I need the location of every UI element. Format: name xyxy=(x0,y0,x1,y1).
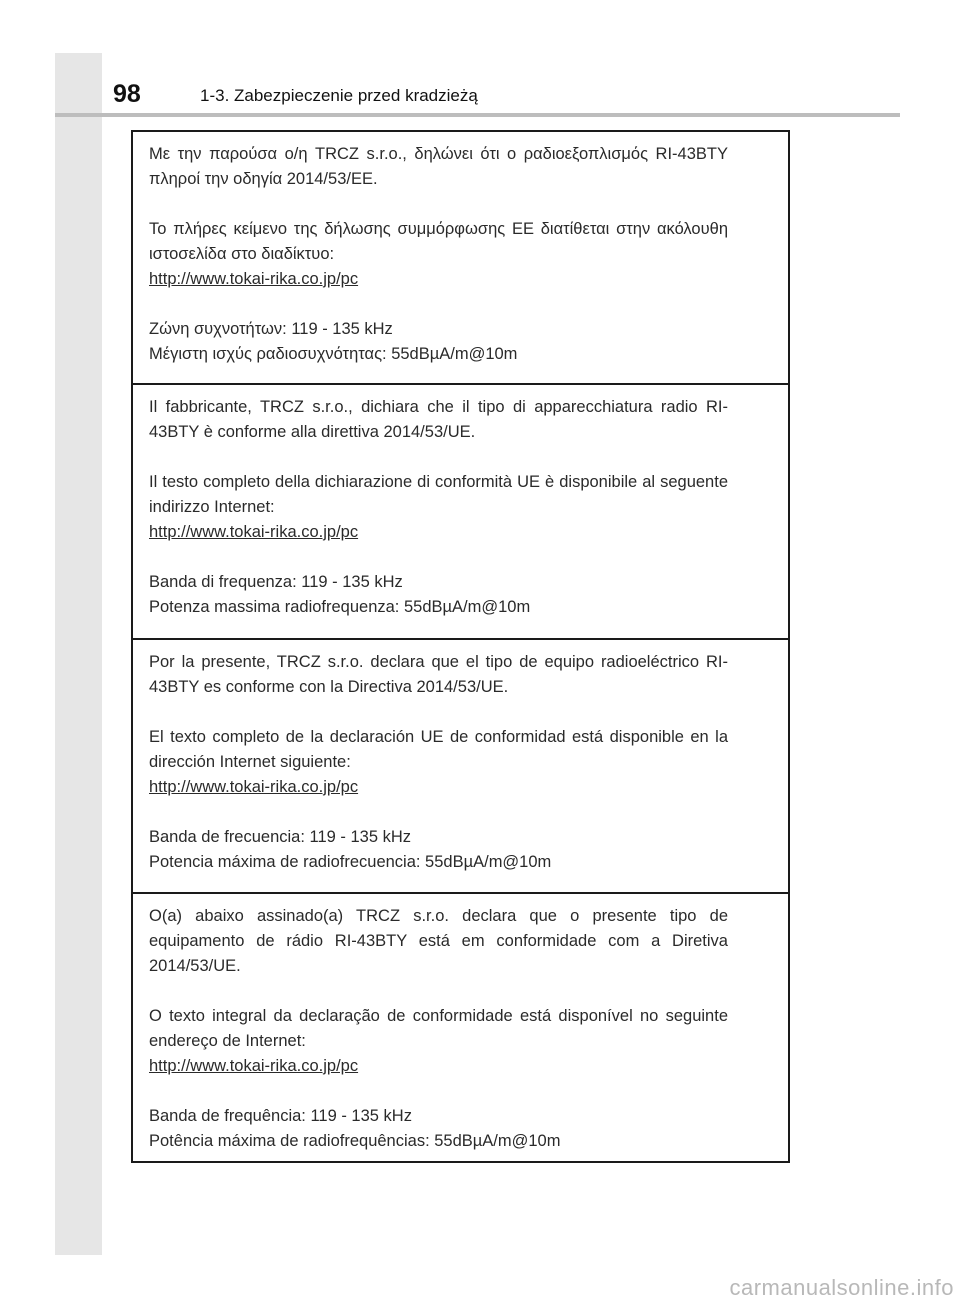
full-text-info: El texto completo de la declaración UE de conformidad está disponible en la dirección Internet siguiente: xyxy=(149,728,728,771)
statement-text: O(a) abaixo assinado(a) TRCZ s.r.o. declara que o presente tipo de equipamento de rádio RI-43BTY está em conformidade com a Diretiva 2014/53/UE. xyxy=(149,907,728,975)
declaration-link[interactable]: http://www.tokai-rika.co.jp/pc xyxy=(149,1057,359,1075)
declaration-link[interactable]: http://www.tokai-rika.co.jp/pc xyxy=(149,270,359,288)
frequency-band: Banda de frecuencia: 119 - 135 kHz xyxy=(149,828,412,846)
declaration-spanish xyxy=(133,638,788,892)
statement-text: Με την παρούσα ο/η TRCZ s.r.o., δηλώνει ότι ο ραδιοεξοπλισμός RI-43BTY πληροί την οδηγία 2014/53/ΕΕ. xyxy=(149,145,728,188)
max-power: Μέγιστη ισχύς ραδιοσυχνότητας: 55dBµA/m@10m xyxy=(149,345,518,363)
declaration-portuguese xyxy=(133,892,788,1161)
side-strip xyxy=(55,53,102,1255)
declaration-box xyxy=(131,130,790,1163)
section-title: 1-3. Zabezpieczenie przed kradzieżą xyxy=(200,86,478,105)
max-power: Potenza massima radiofrequenza: 55dBµA/m@10m xyxy=(149,598,531,616)
page-number: 98 xyxy=(113,80,141,108)
declaration-italian xyxy=(133,383,788,638)
frequency-band: Banda de frequência: 119 - 135 kHz xyxy=(149,1107,412,1125)
statement-text: Il fabbricante, TRCZ s.r.o., dichiara che il tipo di apparecchiatura radio RI-43BTY è conforme alla direttiva 2014/53/UE. xyxy=(149,398,728,441)
watermark: carmanualsonline.info xyxy=(729,1275,954,1300)
full-text-info: Il testo completo della dichiarazione di conformità UE è disponibile al seguente indirizzo Internet: xyxy=(149,473,728,516)
header-divider xyxy=(55,113,900,117)
frequency-band: Banda di frequenza: 119 - 135 kHz xyxy=(149,573,403,591)
declaration-link[interactable]: http://www.tokai-rika.co.jp/pc xyxy=(149,523,359,541)
full-text-info: O texto integral da declaração de conformidade está disponível no seguinte endereço de Internet: xyxy=(149,1007,728,1050)
max-power: Potencia máxima de radiofrecuencia: 55dBµA/m@10m xyxy=(149,853,552,871)
declaration-greek xyxy=(133,132,788,383)
full-text-info: Το πλήρες κείμενο της δήλωσης συμμόρφωσης ΕΕ διατίθεται στην ακόλουθη ιστοσελίδα στο διαδίκτυο: xyxy=(149,220,728,263)
statement-text: Por la presente, TRCZ s.r.o. declara que el tipo de equipo radioeléctrico RI-43BTY es conforme con la Directiva 2014/53/UE. xyxy=(149,653,728,696)
max-power: Potência máxima de radiofrequências: 55dBµA/m@10m xyxy=(149,1132,561,1150)
frequency-band: Ζώνη συχνοτήτων: 119 - 135 kHz xyxy=(149,320,393,338)
declaration-link[interactable]: http://www.tokai-rika.co.jp/pc xyxy=(149,778,359,796)
